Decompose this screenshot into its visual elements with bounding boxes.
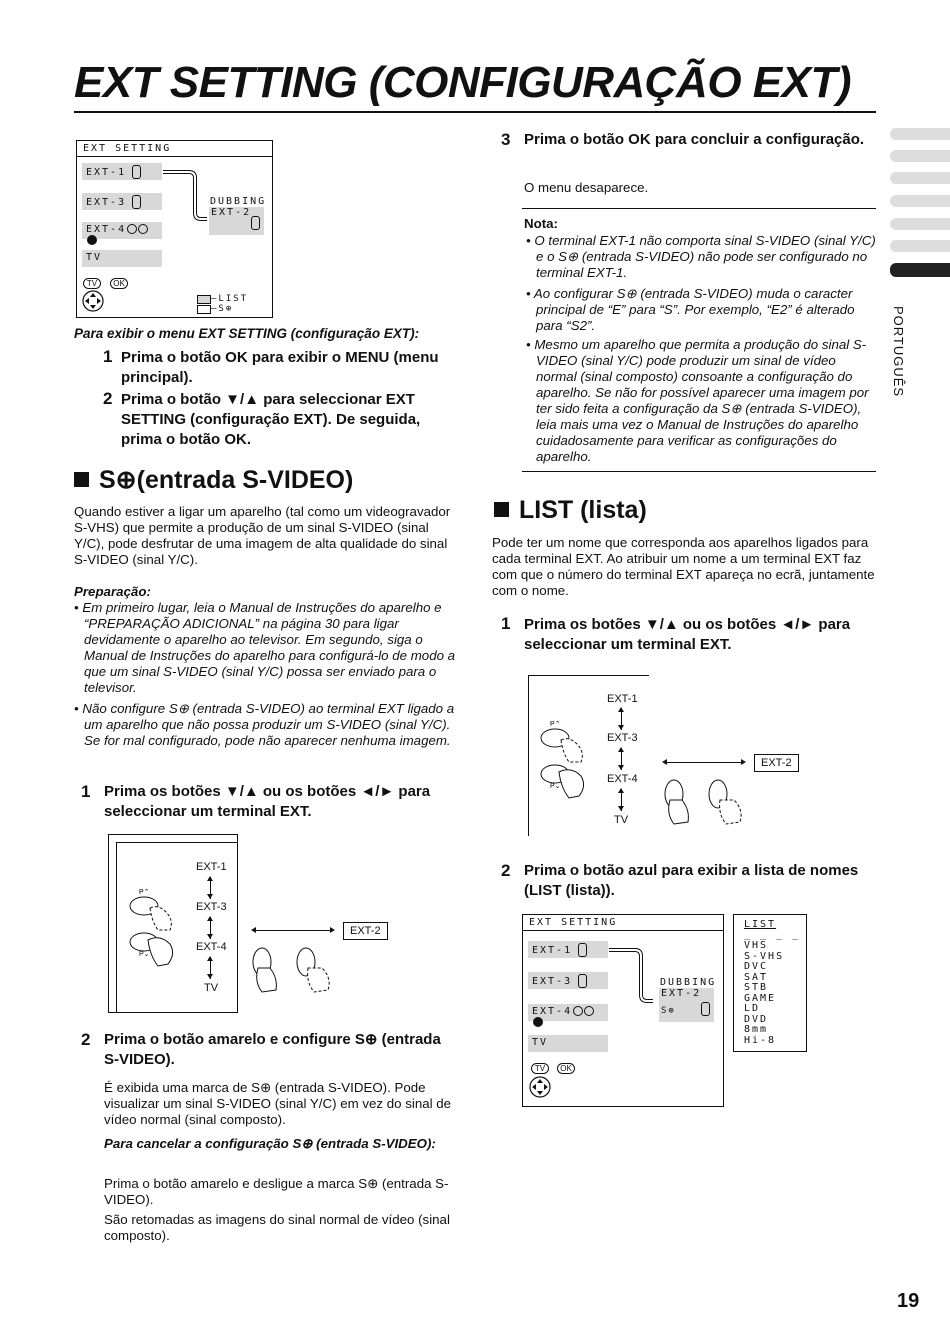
prep-bullet: • Em primeiro lugar, leia o Manual de Instruções do aparelho e “PREPARAÇÃO ADICIONAL” na página 30 para ligar devidamente o aparelho ao televisor. Em segundo, siga o Manual de Instruções do aparelho para configurá-lo de modo a que um sinal S-VIDEO (sinal Y/C) possa ser enviado para o televisor. <box>74 600 456 695</box>
step-text: Prima o botão OK para concluir a configuração. <box>524 131 865 148</box>
osd-row-label: TV <box>532 1037 549 1048</box>
list-intro: Pode ter um nome que corresponda aos aparelhos ligados para cada terminal EXT. Ao atribuir um nome a um terminal EXT faz com que o número do terminal EXT apareça no ecrã, juntamente com o nome. <box>492 535 875 598</box>
arrow-left-icon <box>251 927 256 933</box>
list-item: SAT <box>744 972 769 983</box>
arrow-icon <box>607 947 657 1011</box>
osd-row-label: TV <box>86 252 103 263</box>
osd-row-label: EXT-4 <box>86 224 127 235</box>
cancel-body: Prima o botão amarelo e desligue a marca S⊕ (entrada S-VIDEO). <box>104 1176 449 1207</box>
legend-list: —LIST <box>211 294 249 304</box>
ext2-box: EXT-2 <box>754 754 799 772</box>
list-title: LIST <box>744 919 777 930</box>
note-bottom-rule <box>522 471 876 472</box>
tv-button-icon: TV <box>83 278 101 289</box>
diagram-label: EXT-4 <box>607 773 638 785</box>
svideo-intro: Quando estiver a ligar um aparelho (tal como um videogravador S-VHS) que permite a produção de um sinal S-VIDEO (sinal Y/C), pode desfrutar de uma imagem de alta qualidade do sinal S-VIDEO (sinal Y/C). <box>74 504 451 567</box>
list-item: DVC <box>744 961 769 972</box>
dpad-icon <box>528 1075 552 1099</box>
section-tab <box>890 240 950 252</box>
hand-pressing-p-buttons-icon <box>537 716 597 826</box>
legend-swatch <box>197 305 211 314</box>
svideo-jack-icon <box>132 165 141 179</box>
osd-header: EXT SETTING <box>77 141 272 157</box>
arrow-right-icon <box>741 759 746 765</box>
step-number: 1 <box>81 782 91 801</box>
diagram-label: EXT-1 <box>607 693 638 705</box>
tv-button-icon: TV <box>531 1063 549 1074</box>
diagram-label: EXT-3 <box>196 901 227 913</box>
diagram-label: EXT-4 <box>196 941 227 953</box>
diagram-label: EXT-3 <box>607 732 638 744</box>
list-item: STB <box>744 982 769 993</box>
arrow-left-icon <box>662 759 667 765</box>
list-item: LD <box>744 1003 761 1014</box>
section-tab <box>890 172 950 184</box>
step-number: 2 <box>81 1030 91 1049</box>
section-heading-svideo <box>74 465 353 495</box>
prep-bullet: • Não configure S⊕ (entrada S-VIDEO) ao terminal EXT ligado a um aparelho que não possa produzir um S-VIDEO (sinal Y/C). Se for mal configurado, pode não aparecer nenhuma imagem. <box>74 701 455 748</box>
step-body: É exibida uma marca de S⊕ (entrada S-VIDEO). Pode visualizar um sinal S-VIDEO (sinal Y/C) em vez do sinal de vídeo normal (sinal composto). <box>104 1080 452 1127</box>
dpad-icon <box>81 289 105 313</box>
arrow-up-icon <box>618 788 624 793</box>
list-item: 8mm <box>744 1024 769 1035</box>
diagram-label: TV <box>614 814 629 826</box>
step-number: 2 <box>103 389 113 408</box>
ok-button-icon: OK <box>110 278 128 289</box>
osd-row-label: EXT-3 <box>86 197 127 208</box>
arrow-up-icon <box>207 956 213 961</box>
list-item: S-VHS <box>744 951 785 962</box>
hand-pressing-p-buttons-icon <box>126 884 186 994</box>
osd-header: EXT SETTING <box>523 915 723 931</box>
cancel-title: Para cancelar a configuração S⊕ (entrada S-VIDEO): <box>104 1136 436 1151</box>
page-title: EXT SETTING (CONFIGURAÇÃO EXT) <box>74 58 851 107</box>
step-text: Prima os botões ▼/▲ ou os botões ◄/► para seleccionar um terminal EXT. <box>104 783 431 820</box>
svideo-mark: S⊕ <box>661 1006 676 1016</box>
osd-row-label: EXT-1 <box>532 945 573 956</box>
osd-row-label: EXT-1 <box>86 167 127 178</box>
section-tab-active <box>890 263 950 277</box>
osd-target-row <box>659 988 714 1022</box>
p-down-label: P⌄ <box>550 783 561 790</box>
osd-ext-setting <box>76 140 273 318</box>
list-item: VHS <box>744 940 769 951</box>
legend-s: —S⊕ <box>211 304 234 314</box>
osd-row <box>82 222 162 239</box>
note-title: Nota: <box>524 216 558 231</box>
arrow-up-icon <box>207 916 213 921</box>
arrow-up-icon <box>618 707 624 712</box>
osd-row <box>82 250 162 267</box>
osd-target-label: DUBBING <box>210 196 267 207</box>
diagram-label: TV <box>204 982 219 994</box>
osd-row-label: EXT-3 <box>532 976 573 987</box>
step-number: 1 <box>501 614 511 633</box>
hand-pressing-lr-buttons-icon <box>248 942 348 1000</box>
section-tab <box>890 195 950 207</box>
diagram-connector <box>253 930 333 931</box>
note-bullet: • Mesmo um aparelho que permita a produção do sinal S-VIDEO (sinal Y/C) pode produzir um sinal de vídeo normal (sinal composto) consoante a configuração do aparelho. Se não for possível aparecer uma imagem por ter sido feita a configuração da S⊕ (entrada S-VIDEO), leia mais uma vez o Manual de Instruções do aparelho cuidadosamente para verificar as configurações do aparelho. <box>526 337 869 464</box>
legend-swatch <box>197 295 211 304</box>
section-tab <box>890 218 950 230</box>
cancel-body: São retomadas as imagens do sinal normal de vídeo (sinal composto). <box>104 1212 450 1243</box>
osd-row <box>528 1035 608 1052</box>
section-heading-text: LIST (lista) <box>519 496 647 524</box>
step-text: Prima o botão ▼/▲ para seleccionar EXT SETTING (configuração EXT). De seguida, prima o botão OK. <box>121 391 421 448</box>
step-text: Prima os botões ▼/▲ ou os botões ◄/► para seleccionar um terminal EXT. <box>524 616 851 653</box>
step-number: 2 <box>501 861 511 880</box>
osd-target-ext: EXT-2 <box>211 207 252 218</box>
step-text: Prima o botão amarelo e configure S⊕ (entrada S-VIDEO). <box>104 1031 441 1068</box>
section-heading-text: S⊕(entrada S-VIDEO) <box>99 466 354 494</box>
list-item: GAME <box>744 993 777 1004</box>
osd-target-row <box>209 207 264 235</box>
note-bullet: • Ao configurar S⊕ (entrada S-VIDEO) muda o caracter principal de “E” para “S”. Por exemplo, “E2” é alterado para “S2”. <box>526 286 855 333</box>
section-tab <box>890 150 950 162</box>
list-item: DVD <box>744 1014 769 1025</box>
svideo-jack-icon <box>578 974 587 988</box>
ext2-box: EXT-2 <box>343 922 388 940</box>
osd-row <box>528 941 608 958</box>
osd-row <box>528 972 608 989</box>
note-bullet: • O terminal EXT-1 não comporta sinal S-VIDEO (sinal Y/C) e o S⊕ (entrada S-VIDEO) não pode ser configurado no terminal EXT-1. <box>526 233 876 280</box>
step-number: 1 <box>103 347 113 366</box>
step-text: Prima o botão azul para exibir a lista de nomes (LIST (lista)). <box>524 862 859 899</box>
osd-list-panel <box>733 914 807 1052</box>
title-divider <box>74 111 876 113</box>
p-up-label: P⌃ <box>550 721 561 728</box>
step-number: 3 <box>501 130 511 149</box>
arrow-icon <box>161 169 211 229</box>
square-bullet-icon <box>494 502 509 517</box>
osd-target-ext: EXT-2 <box>661 988 702 999</box>
osd-target-label: DUBBING <box>660 977 717 988</box>
osd-row <box>82 193 162 210</box>
prep-title: Preparação: <box>74 584 151 599</box>
arrow-up-icon <box>618 747 624 752</box>
list-blank: _ _ _ _ <box>744 929 801 940</box>
arrow-down-icon <box>618 765 624 770</box>
list-item: Hi-8 <box>744 1035 777 1046</box>
osd-row <box>528 1004 608 1021</box>
osd-caption: Para exibir o menu EXT SETTING (configuração EXT): <box>74 326 420 341</box>
osd-row <box>82 163 162 180</box>
note-top-rule <box>522 208 876 209</box>
step-text: Prima o botão OK para exibir o MENU (menu principal). <box>121 349 439 386</box>
ok-button-icon: OK <box>557 1063 575 1074</box>
arrow-down-icon <box>207 934 213 939</box>
hand-pressing-lr-buttons-icon <box>660 774 760 832</box>
section-heading-list <box>494 496 647 525</box>
arrow-down-icon <box>618 806 624 811</box>
step-body: O menu desaparece. <box>524 180 649 195</box>
diagram-connector <box>664 762 744 763</box>
osd-row-label: EXT-4 <box>532 1006 573 1017</box>
arrow-down-icon <box>207 974 213 979</box>
section-tab <box>890 128 950 140</box>
svideo-jack-icon <box>251 216 260 230</box>
arrow-down-icon <box>207 894 213 899</box>
svideo-jack-icon <box>578 943 587 957</box>
arrow-down-icon <box>618 725 624 730</box>
svideo-jack-icon <box>701 1002 710 1016</box>
page-number: 19 <box>897 1290 920 1312</box>
p-down-label: P⌄ <box>139 951 150 958</box>
diagram-label: EXT-1 <box>196 861 227 873</box>
language-label: PORTUGUÊS <box>891 306 906 398</box>
arrow-up-icon <box>207 876 213 881</box>
arrow-right-icon <box>330 927 335 933</box>
p-up-label: P⌃ <box>139 889 150 896</box>
osd-ext-setting <box>522 914 724 1107</box>
svideo-jack-icon <box>132 195 141 209</box>
square-bullet-icon <box>74 472 89 487</box>
